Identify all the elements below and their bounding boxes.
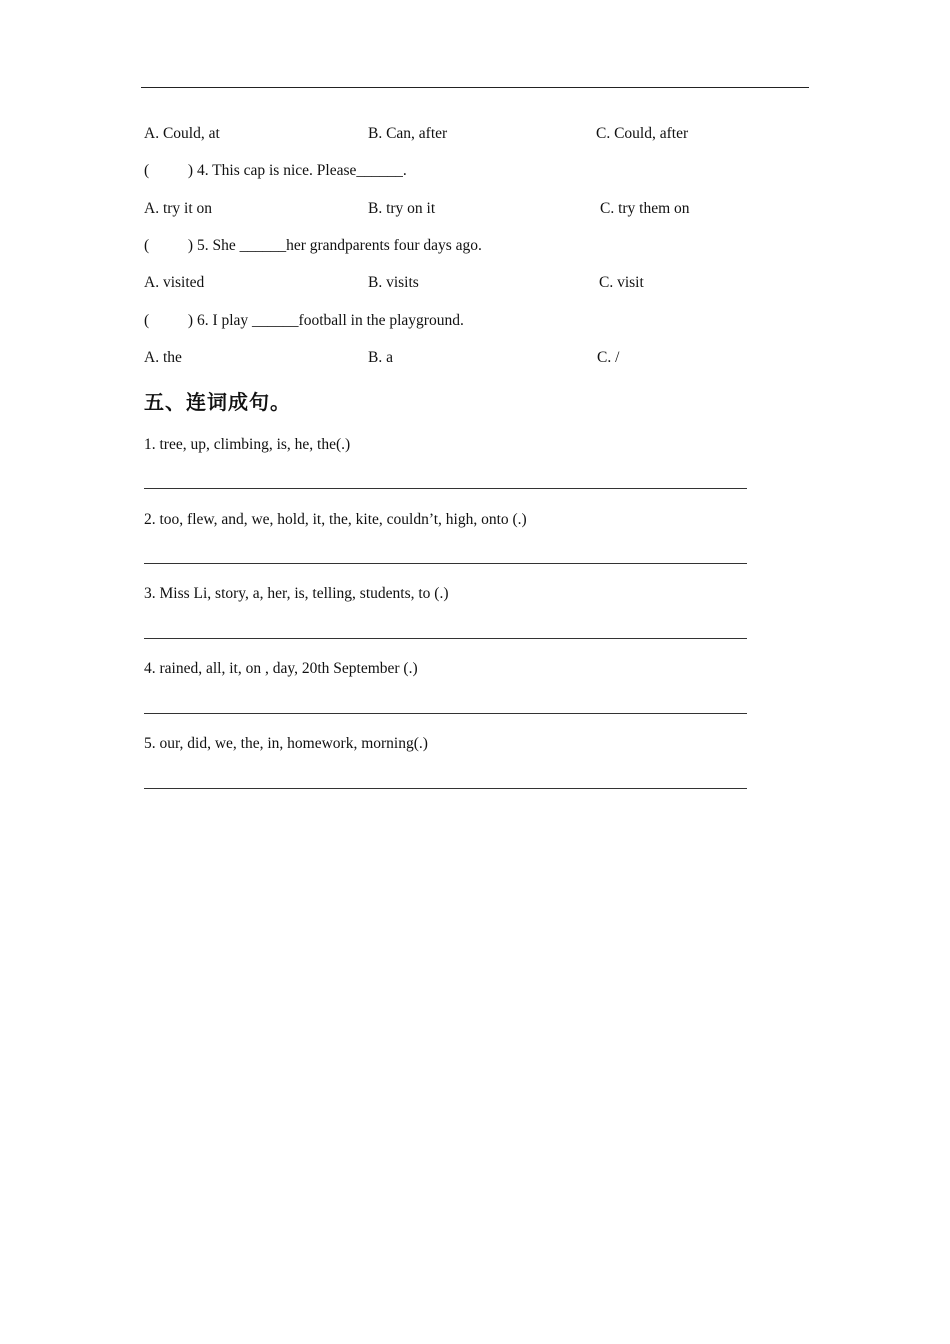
answer-line[interactable] — [144, 638, 747, 639]
option-b: B. a — [368, 349, 393, 366]
option-b: B. visits — [368, 274, 419, 291]
question-stem: ( ) 4. This cap is nice. Please______. — [144, 162, 407, 179]
answer-line[interactable] — [144, 488, 747, 489]
answer-line[interactable] — [144, 713, 747, 714]
option-c: C. try them on — [600, 200, 690, 217]
header-rule — [141, 87, 809, 88]
option-a: A. try it on — [144, 200, 213, 217]
section-heading: 五、连词成句。 — [144, 390, 291, 414]
option-b: B. try on it — [368, 200, 436, 217]
answer-line[interactable] — [144, 563, 747, 564]
item-prompt: 4. rained, all, it, on , day, 20th September (.) — [144, 660, 418, 677]
question-stem: ( ) 5. She ______her grandparents four days ago. — [144, 237, 482, 254]
option-b: B. Can, after — [368, 125, 448, 142]
item-prompt: 2. too, flew, and, we, hold, it, the, kite, couldn’t, high, onto (.) — [144, 511, 527, 528]
item-prompt: 5. our, did, we, the, in, homework, morning(.) — [144, 735, 428, 752]
question-stem: ( ) 6. I play ______football in the playground. — [144, 312, 464, 329]
option-a: A. visited — [144, 274, 205, 291]
item-prompt: 1. tree, up, climbing, is, he, the(.) — [144, 436, 351, 453]
option-a: A. Could, at — [144, 125, 220, 142]
option-a: A. the — [144, 349, 182, 366]
option-c: C. visit — [599, 274, 644, 291]
answer-line[interactable] — [144, 788, 747, 789]
option-c: C. / — [597, 349, 620, 366]
item-prompt: 3. Miss Li, story, a, her, is, telling, students, to (.) — [144, 585, 449, 602]
option-c: C. Could, after — [596, 125, 689, 142]
